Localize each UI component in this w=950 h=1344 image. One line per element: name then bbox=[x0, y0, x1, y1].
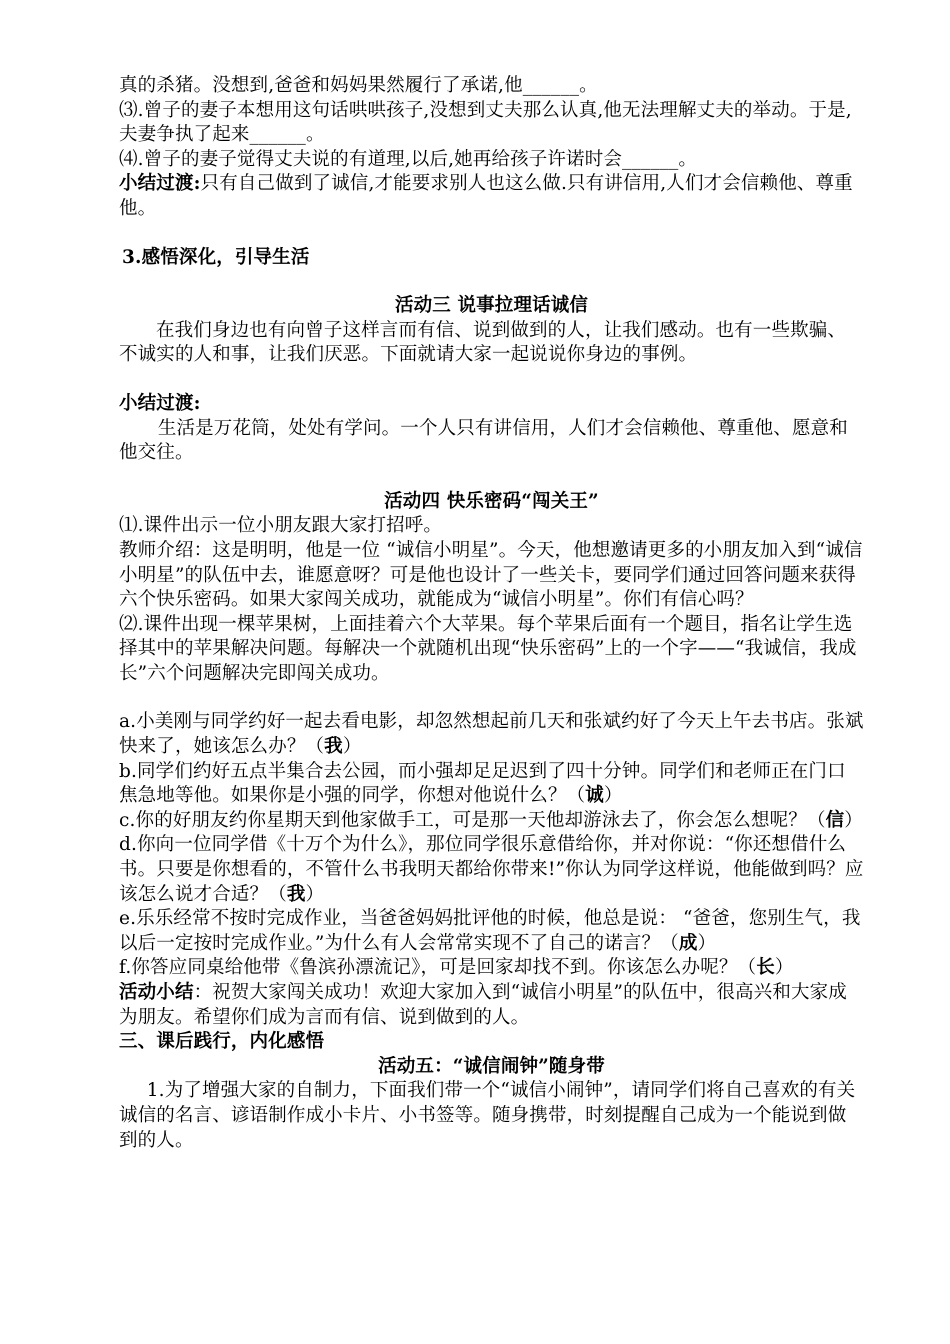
close-paren: ） bbox=[603, 785, 623, 807]
activity-3-text: 在我们身边也有向曾子这样言而有信、说到做到的人，让我们感动。也有一些欺骗、不诚实的人和事，让我们厌恶。下面就请大家一起说说你身边的事例。 bbox=[119, 319, 847, 366]
question-a bbox=[119, 710, 864, 759]
password-char: 我 bbox=[286, 883, 306, 905]
activity-4-step-2: ⑵.课件出现一棵苹果树，上面挂着六个大苹果。每个苹果后面有一个题目，指名让学生选择其中的苹果解决问题。每解决一个就随机出现“快乐密码”上的一个字——“我诚信，我成长”六个问题解决完即闯关成功。 bbox=[119, 613, 857, 684]
summary-text: 只有自己做到了诚信,才能要求别人也这么做.只有讲信用,人们才会信赖他、尊重他。 bbox=[119, 173, 853, 219]
close-paren: ） bbox=[697, 932, 717, 954]
question-c bbox=[119, 809, 864, 834]
activity-4-teacher-intro: 教师介绍：这是明明，他是一位 “诚信小明星”。今天，他想邀请更多的小朋友加入到“诚信小明星”的队伍中去，谁愿意呀？可是他也设计了一些关卡，要同学们通过回答问题来获得六个快乐密码。如果大家闯关成功，就能成为“诚信小明星”。你们有信心吗？ bbox=[119, 539, 863, 611]
question-text: c.你的好朋友约你星期天到他家做手工，可是那一天他却游泳去了，你会怎么想呢？（ bbox=[119, 809, 826, 831]
part-3-heading: 三、课后践行，内化感悟 bbox=[119, 1031, 325, 1053]
summary-transition-2-text: 生活是万花筒，处处有学问。一个人只有讲信用，人们才会信赖他、尊重他、愿意和他交往。 bbox=[119, 417, 848, 464]
close-paren: ） bbox=[305, 883, 325, 905]
question-f bbox=[119, 956, 864, 981]
close-paren: ） bbox=[342, 736, 362, 758]
activity-4-title: 活动四 快乐密码“闯关王” bbox=[384, 490, 599, 512]
summary-transition-1 bbox=[119, 172, 864, 221]
close-paren: ） bbox=[844, 809, 863, 831]
question-text: f.你答应同桌给他带《鲁滨孙漂流记》，可是回家却找不到。你该怎么办呢？（ bbox=[119, 957, 757, 979]
question-text: e.乐乐经常不按时完成作业，当爸爸妈妈批评他的时候，他总是说： “爸爸，您别生气，我以后一定按时完成作业。”为什么有人会常常实现不了自己的诺言？（ bbox=[119, 908, 861, 954]
summary-transition-2-label: 小结过渡: bbox=[119, 392, 201, 414]
activity-4-summary bbox=[119, 981, 864, 1030]
paragraph-continuation: 真的杀猪。没想到,爸爸和妈妈果然履行了承诺,他______。 bbox=[119, 75, 598, 96]
question-d bbox=[119, 833, 864, 907]
document-page bbox=[119, 74, 864, 1153]
activity-4-step-1: ⑴.课件出示一位小朋友跟大家打招呼。 bbox=[119, 515, 443, 537]
activity-5-text: 1.为了增强大家的自制力，下面我们带一个“诚信小闹钟”，请同学们将自己喜欢的有关诚信的名言、谚语制作成小卡片、小书签等。随身携带，时刻提醒自己成为一个能说到做到的人。 bbox=[119, 1080, 856, 1151]
question-e bbox=[119, 907, 864, 956]
password-char: 诚 bbox=[585, 785, 604, 807]
paragraph-item-4: ⑷.曾子的妻子觉得丈夫说的有道理,以后,她再给孩子许诺时会______。 bbox=[119, 148, 698, 170]
activity-5-title: 活动五：“诚信闹钟”随身带 bbox=[378, 1055, 605, 1077]
password-char: 成 bbox=[678, 932, 698, 954]
paragraph-item-3: ⑶.曾子的妻子本想用这句话哄哄孩子,没想到丈夫那么认真,他无法理解丈夫的举动。于是,夫妻争执了起来______。 bbox=[119, 99, 852, 146]
question-text: d.你向一位同学借《十万个为什么》，那位同学很乐意借给你，并对你说：“你还想借什么书。只要是你想看的，不管什么书我明天都给你带来!”你认为同学这样说，他能做到吗？应该怎么说才合适？（ bbox=[119, 834, 864, 905]
password-char: 我 bbox=[324, 736, 343, 758]
summary-label: 小结过渡: bbox=[119, 173, 201, 195]
close-paren: ） bbox=[774, 957, 794, 979]
password-char: 长 bbox=[756, 957, 775, 979]
activity-3-title: 活动三 说事拉理话诚信 bbox=[394, 295, 589, 317]
password-char: 信 bbox=[825, 809, 845, 831]
question-text: b.同学们约好五点半集合去公园，而小强却足足迟到了四十分钟。同学们和老师正在门口焦急地等他。如果你是小强的同学，你想对他说什么？（ bbox=[119, 760, 846, 807]
section-heading-3: 3.感悟深化，引导生活 bbox=[122, 246, 310, 268]
summary-text: ：祝贺大家闯关成功！欢迎大家加入到“诚信小明星”的队伍中，很高兴和大家成为朋友。希望你们成为言而有信、说到做到的人。 bbox=[119, 982, 847, 1028]
question-text: a.小美刚与同学约好一起去看电影，却忽然想起前几天和张斌约好了今天上午去书店。张斌快来了，她该怎么办？（ bbox=[119, 711, 864, 758]
question-b bbox=[119, 760, 864, 809]
summary-label: 活动小结 bbox=[119, 982, 194, 1003]
